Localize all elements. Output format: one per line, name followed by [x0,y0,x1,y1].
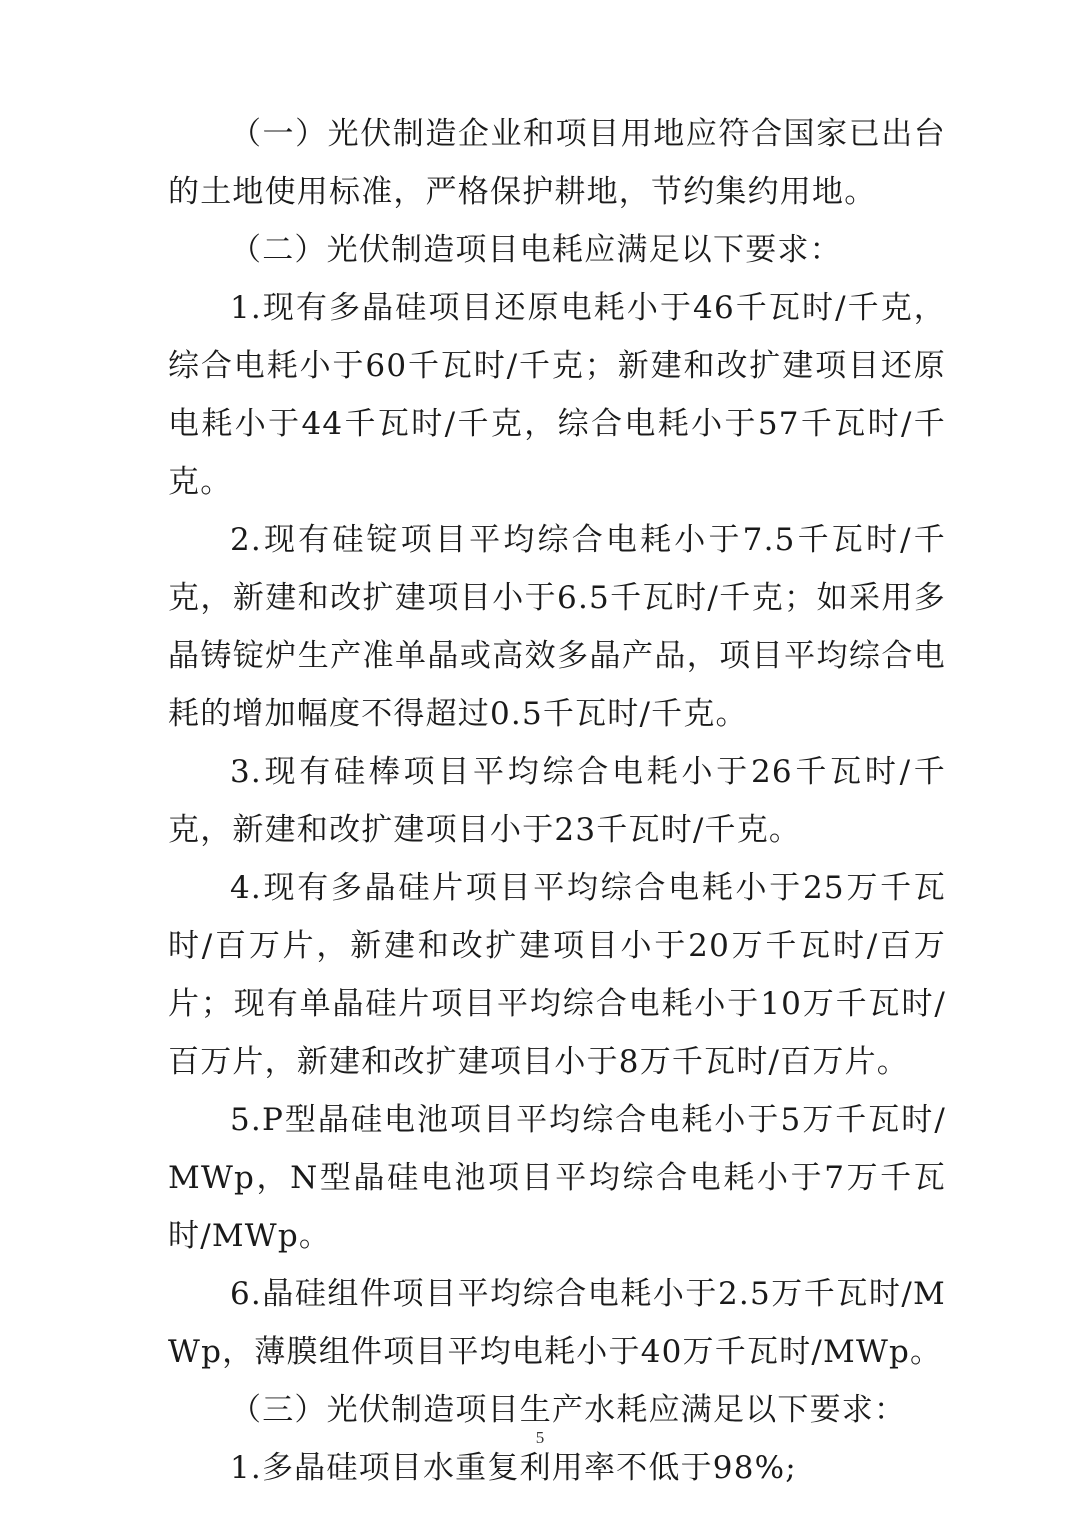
paragraph-polysilicon-power: 1.现有多晶硅项目还原电耗小于46千瓦时/千克，综合电耗小于60千瓦时/千克；新建和改扩建项目还原电耗小于44千瓦时/千克，综合电耗小于57千瓦时/千克。 [168,290,946,500]
paragraph-water-heading: （三）光伏制造项目生产水耗应满足以下要求： [230,1392,907,1428]
page-number: 5 [535,1428,545,1447]
paragraph-module-power: 6.晶硅组件项目平均综合电耗小于2.5万千瓦时/MWp，薄膜组件项目平均电耗小于40万千瓦时/MWp。 [168,1276,946,1370]
paragraph-cell-power: 5.P型晶硅电池项目平均综合电耗小于5万千瓦时/MWp，N型晶硅电池项目平均综合电耗小于7万千瓦时/MWp。 [168,1102,946,1254]
document-body [168,105,946,1497]
paragraph-power-heading: （二）光伏制造项目电耗应满足以下要求： [230,232,842,268]
paragraph-polysilicon-water: 1.多晶硅项目水重复利用率不低于98%; [230,1450,797,1486]
paragraph-ingot-power: 2.现有硅锭项目平均综合电耗小于7.5千瓦时/千克，新建和改扩建项目小于6.5千瓦时/千克；如采用多晶铸锭炉生产准单晶或高效多晶产品，项目平均综合电耗的增加幅度不得超过0.5千瓦时/千克。 [168,522,946,732]
paragraph-rod-power: 3.现有硅棒项目平均综合电耗小于26千瓦时/千克，新建和改扩建项目小于23千瓦时/千克。 [168,754,946,848]
paragraph-wafer-power: 4.现有多晶硅片项目平均综合电耗小于25万千瓦时/百万片，新建和改扩建项目小于20万千瓦时/百万片；现有单晶硅片项目平均综合电耗小于10万千瓦时/百万片，新建和改扩建项目小于8万千瓦时/百万片。 [168,870,946,1080]
paragraph-land-use: （一）光伏制造企业和项目用地应符合国家已出台的土地使用标准，严格保护耕地，节约集约用地。 [168,116,946,210]
